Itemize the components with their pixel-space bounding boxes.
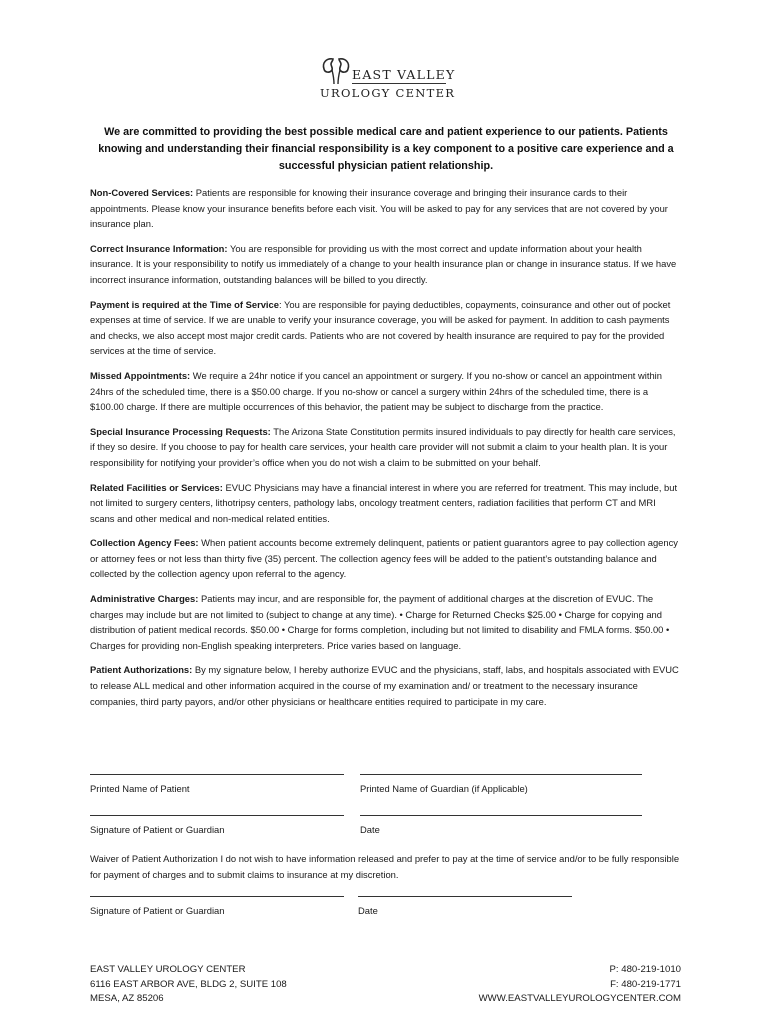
signature-line[interactable]: [90, 815, 344, 816]
section-heading: Administrative Charges:: [90, 593, 199, 605]
signature-label-1: Signature of Patient or Guardian: [90, 824, 225, 835]
section-missed-appointments: [90, 368, 682, 415]
section-body: Patients may incur, and are responsible for, the payment of additional charges at the discretion of EVUC. The charges may include but are not limited to (subject to change at any time). • Charge for Returned Checks $25.00 • Charge for copying and distribution of patient medical records. $50.00 • Charge for forms completion, including but not limited to disability and FMLA forms. $50.00 • Charges for providing non-English speaking interpreters. Price varies based on language.: [90, 593, 670, 651]
section-heading: Correct Insurance Information:: [90, 242, 228, 254]
brand-name-line1: EAST VALLEY: [352, 67, 456, 82]
section-body: The Arizona State Constitution permits insured individuals to pay directly for health care services, if they so desire. If you choose to pay for health care services, your health care provider will not submit a claim to your health plan. It is your responsibility for notifying your provider’s office when you do not wish a claim to be submitted on your behalf.: [90, 425, 676, 468]
section-body: We require a 24hr notice if you cancel an appointment or surgery. If you no-show or cancel an appointment within 24hrs of the scheduled time, there is a $50.00 charge. If you no-show or cancel a surgery within 24hrs of the scheduled time, there is a $100.00 charge. If there are multiple occurrences of this behavior, the patient may be subject to discharge from the practice.: [90, 369, 662, 413]
section-payment-time-of-service: [90, 297, 682, 359]
printed-patient-label: Printed Name of Patient: [90, 783, 190, 794]
date-line[interactable]: [360, 815, 642, 816]
brand-divider: [352, 83, 446, 84]
section-patient-authorizations: [90, 662, 682, 709]
date-label-1: Date: [360, 824, 380, 835]
section-special-insurance: [90, 424, 682, 471]
footer-fax: F: 480-219-1771: [610, 978, 681, 990]
section-heading: Related Facilities or Services:: [90, 481, 223, 493]
printed-patient-field[interactable]: [90, 774, 344, 794]
date-field-2[interactable]: [358, 896, 572, 916]
signature-label-2: Signature of Patient or Guardian: [90, 905, 225, 916]
footer-address: [90, 963, 287, 1007]
section-heading: Special Insurance Processing Requests:: [90, 425, 271, 437]
waiver-statement: Waiver of Patient Authorization I do not wish to have information released and prefer to pay at the time of service and/or to be fully responsible for payment of charges and to submit claims to insurance at my discretion.: [90, 853, 680, 880]
signature-line[interactable]: [90, 774, 344, 775]
section-correct-insurance: [90, 241, 682, 288]
footer-org-name: EAST VALLEY UROLOGY CENTER: [90, 964, 246, 975]
printed-guardian-label: Printed Name of Guardian (if Applicable): [360, 783, 528, 794]
intro-statement: We are committed to providing the best possible medical care and patient experience to our patients. Patients knowing and understanding their financial responsibility is a key component to a positive care experience and a successful physician patient relationship.: [98, 126, 674, 172]
section-heading: Payment is required at the Time of Service: [90, 298, 279, 310]
section-collection-agency: [90, 535, 682, 582]
section-related-facilities: [90, 480, 682, 527]
section-heading: Patient Authorizations:: [90, 664, 193, 676]
section-heading: Missed Appointments:: [90, 369, 191, 381]
kidney-logo-icon: [320, 56, 352, 86]
date-line[interactable]: [358, 896, 572, 897]
brand-logo: [320, 56, 456, 100]
printed-guardian-field[interactable]: [360, 774, 642, 794]
section-heading: Non-Covered Services:: [90, 187, 194, 198]
footer-address-line2: MESA, AZ 85206: [90, 993, 164, 1004]
footer-phone: P: 480-219-1010: [609, 964, 681, 975]
section-body: : You are responsible for paying deductibles, copayments, coinsurance and other out of pocket expenses at time of service. If we are unable to verify your insurance coverage, you will be asked for payment. In addition to cash payments and checks, we also accept most major credit cards. Patients who are not covered by health insurance are required to pay for the provided services at the time of service.: [90, 298, 671, 357]
signature-field-1[interactable]: [90, 815, 344, 835]
date-field-1[interactable]: [360, 815, 642, 835]
section-heading: Collection Agency Fees:: [90, 537, 199, 549]
brand-name-line2: UROLOGY CENTER: [320, 86, 456, 100]
section-body: You are responsible for providing us with the most correct and update information about your health insurance. It is your responsibility to notify us immediately of a change to your health insurance plan or change in insurance status. If we have incorrect insurance information, outstanding balances will be billed to you directly.: [90, 242, 677, 285]
section-body: EVUC Physicians may have a financial interest in where you are referred for treatment. This may include, but not limited to surgery centers, lithotripsy centers, pathology labs, oncology treatment centers, radiation facilities that perform CT and MRI scans and other medical and non-medical related entities.: [90, 481, 678, 524]
section-non-covered-services: [90, 185, 682, 232]
footer-website-link[interactable]: WWW.EASTVALLEYUROLOGYCENTER.COM: [478, 993, 681, 1004]
section-body: By my signature below, I hereby authorize EVUC and the physicians, staff, labs, and hospitals associated with EVUC to release ALL medical and other information acquired in the course of my examination and/ or treatment to the necessary insurance companies, third party payors, and/or other physicians or healthcare entities required to participate in my care.: [90, 664, 679, 707]
date-label-2: Date: [358, 905, 378, 916]
signature-field-2[interactable]: [90, 896, 344, 916]
footer-address-line1: 6116 EAST ARBOR AVE, BLDG 2, SUITE 108: [90, 978, 287, 990]
section-body: When patient accounts become extremely delinquent, patients or patient guarantors agree to pay collection agency or attorney fees or not less than thirty five (35) percent. The collection agency fees will be added to the patient’s outstanding balance and collected by the collection agency upon referral to the agency.: [90, 537, 678, 580]
section-body: Patients are responsible for knowing their insurance coverage and bringing their insurance cards to their appointments. Please know your insurance benefits before each visit. You will be asked to pay for any services that are not covered by your insurance plan.: [90, 187, 668, 230]
footer-contact: [479, 963, 681, 1007]
policy-sections: [90, 185, 682, 718]
section-administrative-charges: [90, 591, 682, 653]
signature-line[interactable]: [90, 896, 344, 897]
signature-line[interactable]: [360, 774, 642, 775]
